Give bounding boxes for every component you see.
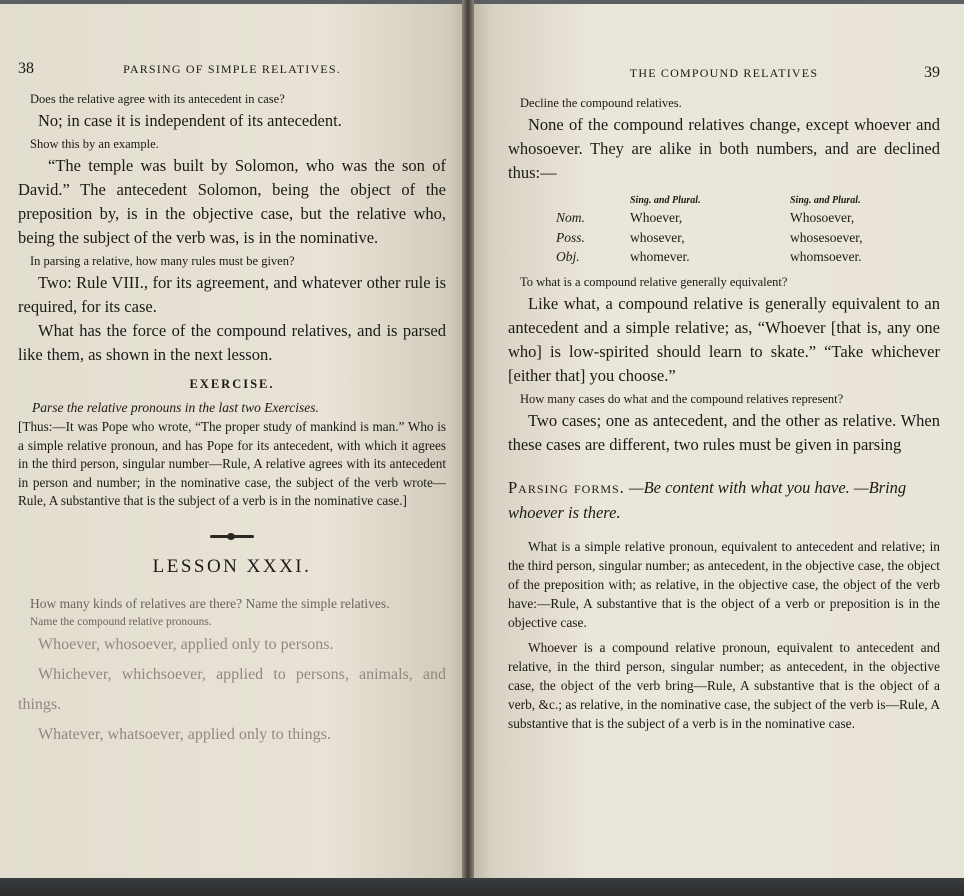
exercise-instruction: Parse the relative pronouns in the last two Exercises. bbox=[32, 400, 319, 415]
exercise-heading: EXERCISE. bbox=[189, 377, 275, 391]
right-page bbox=[468, 4, 964, 884]
book-gutter bbox=[462, 0, 474, 896]
left-running-head bbox=[18, 60, 446, 78]
answer: Two cases; one as antecedent, and the other as relative. When these cases are different, two rules must be given in parsing bbox=[508, 410, 940, 454]
declension-form: whosever, bbox=[630, 229, 685, 245]
question: Name the compound relative pronouns. bbox=[30, 615, 212, 628]
parsing-forms-text: —Be content with what you have. —Bring whoever is there. bbox=[508, 477, 907, 522]
answer: Like what, a compound relative is generally equivalent to an antecedent and a simple relative; as, “Whoever [that is, any one who] is low-spirited should learn to skate.” “Take whichever [either that] you choose.” bbox=[508, 293, 940, 385]
book-bottom-edge bbox=[0, 878, 964, 896]
answer: Whatever, whatsoever, applied only to things. bbox=[38, 725, 331, 743]
question: To what is a compound relative generally equivalent? bbox=[520, 274, 788, 289]
left-page bbox=[0, 4, 468, 884]
right-running-title: THE COMPOUND RELATIVES bbox=[629, 66, 819, 80]
declension-form: whomsoever. bbox=[790, 249, 862, 264]
lesson-title: LESSON XXXI. bbox=[152, 555, 312, 577]
declension-form: whomever. bbox=[630, 249, 690, 264]
lesson-body bbox=[18, 596, 446, 628]
case-label: Poss. bbox=[556, 229, 585, 245]
left-page-number: 38 bbox=[18, 60, 34, 77]
left-running-title: PARSING OF SIMPLE RELATIVES. bbox=[123, 62, 341, 76]
answer: Whichever, whichsoever, applied to persons, animals, and things. bbox=[18, 665, 446, 713]
declension-header: Sing. and Plural. bbox=[790, 195, 861, 206]
question: How many cases do what and the compound relatives represent? bbox=[520, 391, 844, 406]
declension-form: whosesoever, bbox=[790, 229, 863, 245]
question: In parsing a relative, how many rules must be given? bbox=[30, 254, 295, 268]
declension-form: Whosoever, bbox=[790, 210, 855, 225]
parsing-paragraph: Whoever is a compound relative pronoun, equivalent to antecedent and relative, in the third person, singular number; as antecedent, in the objective case, the object of the verb bring—Rule, A substantive that is the object of a verb, &c.; as relative, in the nominative case, the subject of the verb is—Rule, A substantive that is the subject of a verb is in the nominative case. bbox=[508, 639, 940, 731]
declension-form: Whoever, bbox=[630, 210, 683, 225]
answer: “The temple was built by Solomon, who was the son of David.” The antecedent Solomon, being the object of the preposition by, is in the objective case, but the relative who, being the subject of the verb was, is in the nominative. bbox=[18, 156, 446, 247]
answer: What has the force of the compound relatives, and is parsed like them, as shown in the next lesson. bbox=[18, 321, 446, 364]
declension-table bbox=[556, 195, 940, 267]
parsing-paragraph: What is a simple relative pronoun, equivalent to antecedent and relative; in the third person, singular number; as antecedent, in the objective case, the object of the preposition with; as relative, in the objective case, the object of the verb have:—Rule, A substantive that is the object of a verb or preposition is in the objective case. bbox=[508, 538, 940, 630]
answer: No; in case it is independent of its antecedent. bbox=[38, 111, 342, 130]
exercise-text: [Thus:—It was Pope who wrote, “The proper study of mankind is man.” Who is a simple relative pronoun, and has Pope for its antecedent, with which it agrees in the third person, singular number—Rule, A relative agrees with its antecedent in person and number; in the nominative case, the subject of the verb wrote—Rule, A substantive that is the subject of a verb is in the nominative case.] bbox=[18, 419, 446, 508]
parsing-forms-label: Parsing forms. bbox=[508, 477, 625, 497]
case-label: Obj. bbox=[556, 249, 580, 264]
right-running-head bbox=[508, 64, 940, 82]
question: How many kinds of relatives are there? Name the simple relatives. bbox=[30, 595, 390, 611]
answer: Two: Rule VIII., for its agreement, and whatever other rule is required, for its case. bbox=[18, 273, 446, 316]
question: Show this by an example. bbox=[30, 137, 159, 151]
case-label: Nom. bbox=[556, 210, 585, 225]
declension-header: Sing. and Plural. bbox=[630, 195, 701, 206]
question: Decline the compound relatives. bbox=[520, 96, 682, 110]
answer: None of the compound relatives change, except whoever and whosoever. They are alike in both numbers, and are declined thus:— bbox=[508, 115, 940, 182]
question: Does the relative agree with its antecedent in case? bbox=[30, 92, 285, 106]
parsing-forms bbox=[508, 475, 940, 525]
section-divider bbox=[210, 535, 254, 538]
lesson-answers bbox=[18, 630, 446, 750]
answer: Whoever, whosoever, applied only to persons. bbox=[38, 635, 334, 653]
right-page-number: 39 bbox=[924, 64, 940, 81]
